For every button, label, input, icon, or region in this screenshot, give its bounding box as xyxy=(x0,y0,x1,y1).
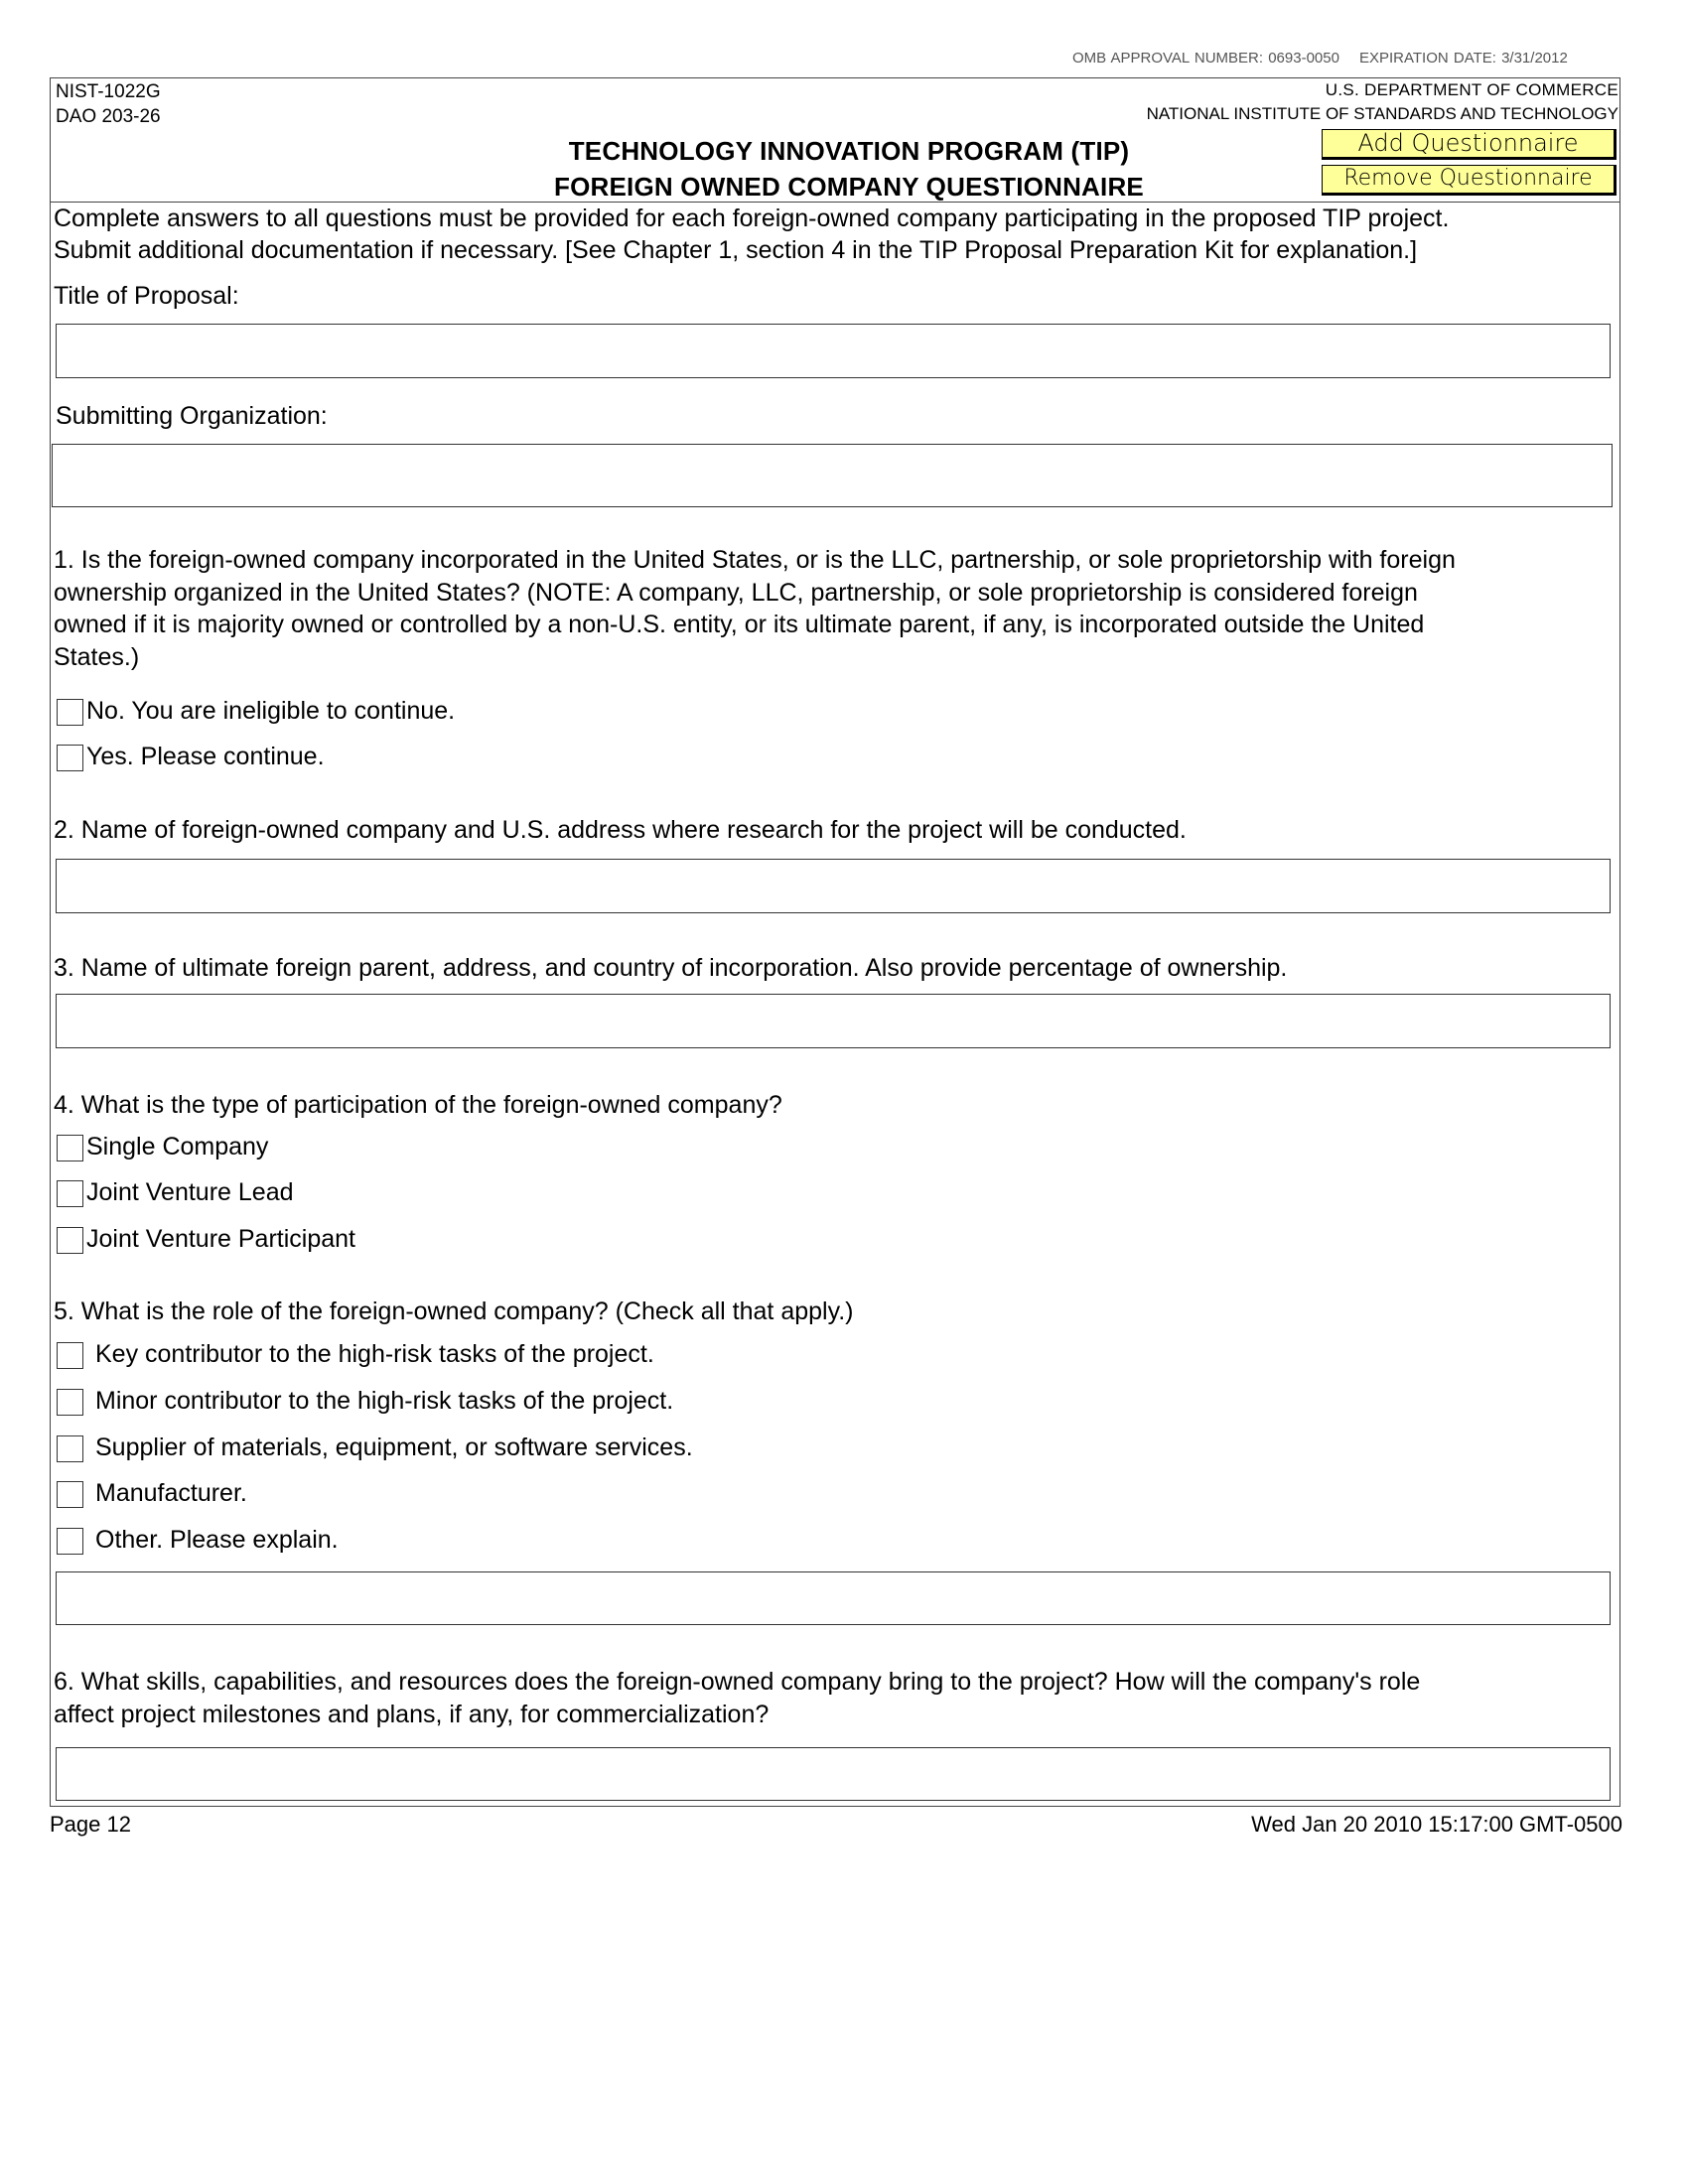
page-title xyxy=(377,133,1321,205)
q5-other-label: Other. Please explain. xyxy=(95,1526,339,1554)
q4-jv-participant-checkbox[interactable] xyxy=(57,1227,83,1254)
title-of-proposal-label: Title of Proposal: xyxy=(54,282,239,310)
question-2-text: 2. Name of foreign-owned company and U.S. address where research for the project will be conducted. xyxy=(54,816,1187,844)
q4-jv-participant-label: Joint Venture Participant xyxy=(86,1225,355,1253)
q4-jv-lead-label: Joint Venture Lead xyxy=(86,1178,294,1206)
title-line-2: FOREIGN OWNED COMPANY QUESTIONNAIRE xyxy=(554,172,1144,202)
question-1-line-3: owned if it is majority owned or controlled by a non-U.S. entity, or its ultimate parent, if any, is incorporated outside the United xyxy=(54,611,1425,638)
q1-no-label: No. You are ineligible to continue. xyxy=(86,697,456,725)
add-questionnaire-button[interactable]: Add Questionnaire xyxy=(1322,129,1617,160)
page-number: Page 12 xyxy=(50,1812,131,1837)
question-2-input[interactable] xyxy=(56,859,1611,913)
form-number: NIST-1022G xyxy=(56,81,161,102)
question-3-input[interactable] xyxy=(56,994,1611,1048)
submitting-organization-label: Submitting Organization: xyxy=(56,402,328,430)
dao-number: DAO 203-26 xyxy=(56,106,161,127)
q5-minor-contributor-checkbox[interactable] xyxy=(57,1389,83,1416)
omb-expiration-date: EXPIRATION DATE: 3/31/2012 xyxy=(1358,50,1568,67)
question-1-line-4: States.) xyxy=(54,643,140,671)
q1-yes-checkbox[interactable] xyxy=(57,745,83,771)
form-identifiers xyxy=(56,79,161,129)
department-name: U.S. DEPARTMENT OF COMMERCE xyxy=(1325,80,1618,99)
title-line-1: TECHNOLOGY INNOVATION PROGRAM (TIP) xyxy=(568,136,1130,166)
q4-single-company-label: Single Company xyxy=(86,1133,269,1160)
question-6-line-1: 6. What skills, capabilities, and resources does the foreign-owned company bring to the project? How will the company's role xyxy=(54,1668,1421,1696)
institute-name: NATIONAL INSTITUTE OF STANDARDS AND TECHNOLOGY xyxy=(1146,104,1618,123)
question-6-input[interactable] xyxy=(56,1747,1611,1801)
intro-line-2: Submit additional documentation if necessary. [See Chapter 1, section 4 in the TIP Proposal Preparation Kit for explanation.] xyxy=(54,236,1418,264)
q5-key-contributor-label: Key contributor to the high-risk tasks of the project. xyxy=(95,1340,654,1368)
q4-single-company-checkbox[interactable] xyxy=(57,1135,83,1161)
submitting-organization-input[interactable] xyxy=(52,444,1613,507)
question-3-text: 3. Name of ultimate foreign parent, address, and country of incorporation. Also provide percentage of ownership. xyxy=(54,954,1288,982)
intro-line-1: Complete answers to all questions must be provided for each foreign-owned company participating in the proposed TIP project. xyxy=(54,205,1450,232)
title-of-proposal-input[interactable] xyxy=(56,324,1611,378)
print-timestamp: Wed Jan 20 2010 15:17:00 GMT-0500 xyxy=(1251,1812,1622,1837)
remove-questionnaire-button[interactable]: Remove Questionnaire xyxy=(1322,165,1617,196)
q1-yes-label: Yes. Please continue. xyxy=(86,743,325,770)
omb-info xyxy=(1072,50,1568,67)
q1-no-checkbox[interactable] xyxy=(57,699,83,726)
question-4-text: 4. What is the type of participation of the foreign-owned company? xyxy=(54,1091,782,1119)
q5-minor-contributor-label: Minor contributor to the high-risk tasks of the project. xyxy=(95,1387,674,1415)
q5-supplier-label: Supplier of materials, equipment, or software services. xyxy=(95,1433,693,1461)
question-1-line-2: ownership organized in the United States? (NOTE: A company, LLC, partnership, or sole proprietorship is considered foreign xyxy=(54,579,1418,607)
agency-info xyxy=(1147,78,1618,126)
q5-supplier-checkbox[interactable] xyxy=(57,1435,83,1462)
question-5-text: 5. What is the role of the foreign-owned company? (Check all that apply.) xyxy=(54,1297,854,1325)
q5-other-explain-input[interactable] xyxy=(56,1571,1611,1625)
q5-key-contributor-checkbox[interactable] xyxy=(57,1342,83,1369)
q5-manufacturer-checkbox[interactable] xyxy=(57,1481,83,1508)
q5-other-checkbox[interactable] xyxy=(57,1528,83,1555)
q5-manufacturer-label: Manufacturer. xyxy=(95,1479,247,1507)
question-1-line-1: 1. Is the foreign-owned company incorporated in the United States, or is the LLC, partnership, or sole proprietorship with foreign xyxy=(54,546,1456,574)
q4-jv-lead-checkbox[interactable] xyxy=(57,1180,83,1207)
omb-approval-number: OMB APPROVAL NUMBER: 0693-0050 xyxy=(1072,50,1339,67)
question-6-line-2: affect project milestones and plans, if any, for commercialization? xyxy=(54,1701,770,1728)
